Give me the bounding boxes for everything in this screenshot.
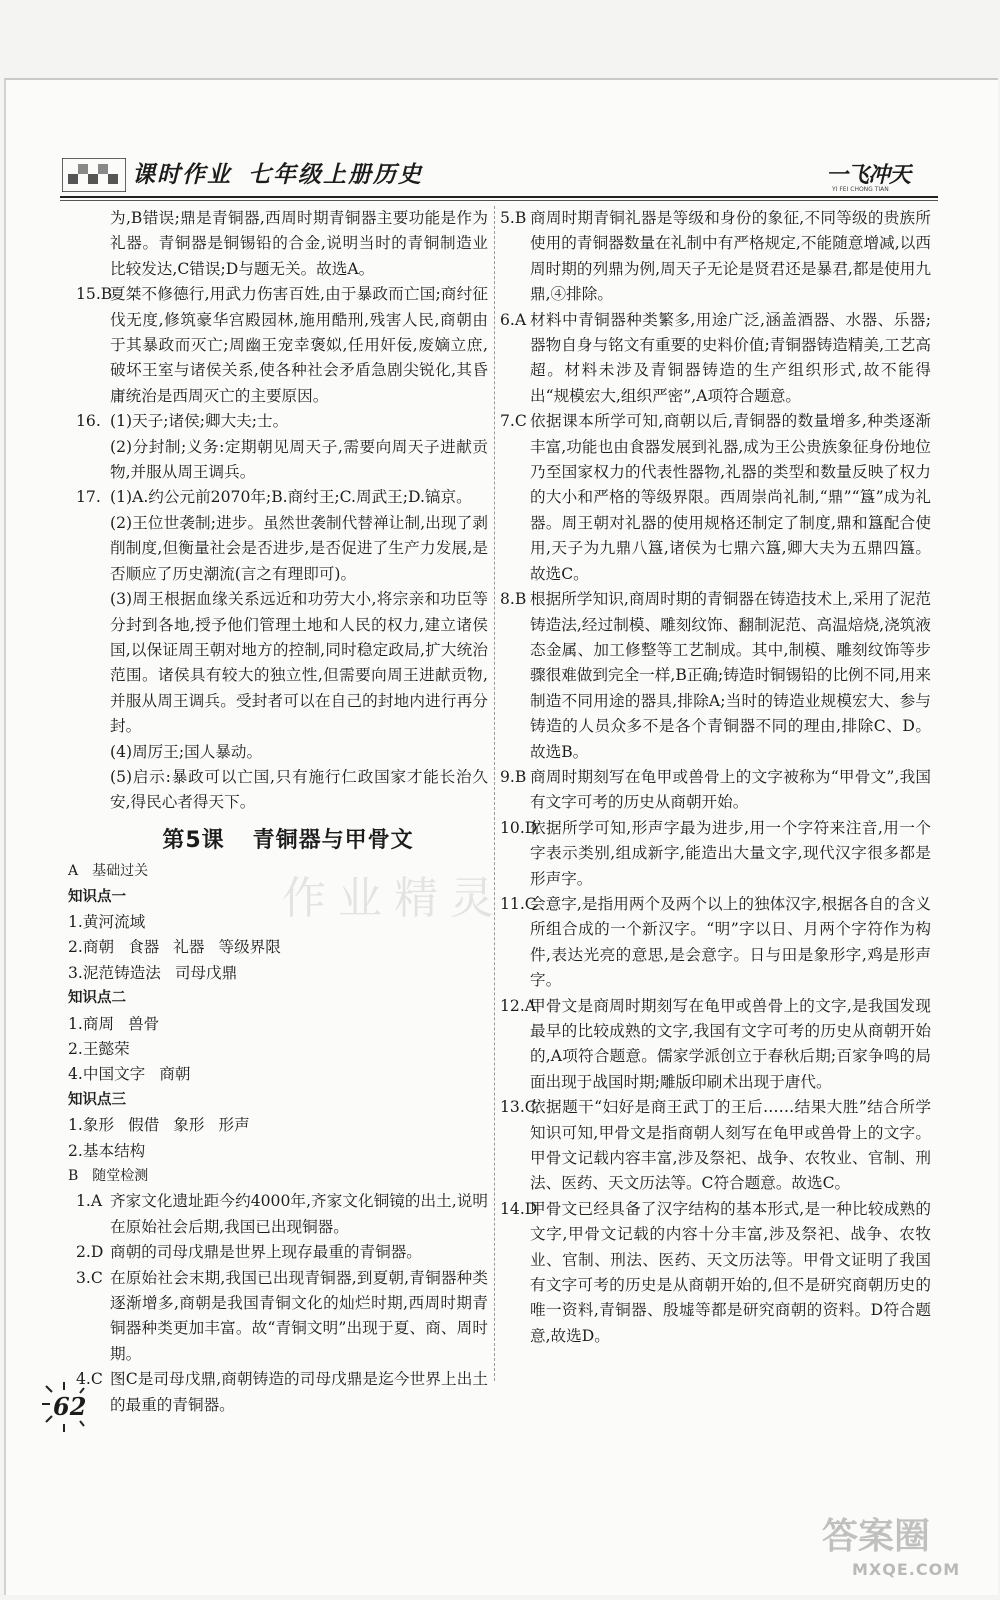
kp-answer-line: 2.基本结构	[68, 1141, 146, 1160]
answer-subpart: (4)周厉王;国人暴动。	[110, 742, 263, 761]
answer-text: 商周时期青铜礼器是等级和身份的象征,不同等级的贵族所使用的青铜器数量在礼制中有严格规定,不能随意增减,以西周时期的列鼎为例,周天子无论是贤君还是暴君,都是使用九鼎,④排除。	[530, 209, 931, 304]
answer-number: 9.B	[500, 767, 527, 786]
answer-text: 会意字,是指用两个及两个以上的独体汉字,根据各自的含义所组合成的一个新汉字。“明”字以日、月两个字符作为构件,表达光亮的意思,是会意字。日与田是象形字,鸡是形声字。	[530, 894, 931, 990]
answer-text: 为,B错误;鼎是青铜器,西周时期青铜器主要功能是作为礼器。青铜器是铜锡铅的合金,说明当时的青铜制造业比较发达,C错误;D与题无关。故选A。	[110, 209, 488, 278]
answer-item	[88, 206, 488, 282]
answer-text: 在原始社会末期,我国已出现青铜器,到夏朝,青铜器种类逐渐增多,商朝是我国青铜文化的灿烂时期,西周时期青铜器种类更加丰富。故“青铜文明”出现于夏、商、周时期。	[110, 1268, 488, 1363]
answer-number: 1.A	[76, 1192, 103, 1211]
answer-item	[500, 892, 931, 994]
answer-item	[500, 816, 931, 892]
answer-item	[500, 765, 931, 816]
answer-item	[76, 1266, 488, 1368]
answer-item	[76, 1367, 488, 1418]
answer-text: 根据所学知识,商周时期的青铜器在铸造技术上,采用了泥范铸造法,经过制模、雕刻纹饰、翻制泥范、高温焙烧,浇筑液态金属、加工修整等工艺制成。其中,制模、雕刻纹饰等步骤很难做到完全一样,B正确;铸造时铜锡铅的比例不同,用来制造不同用途的器具,排除A;当时的铸造业规模宏大、参与铸造的人员众多不是各个青铜器不同的理由,排除C、D。故选B。	[530, 590, 931, 761]
answer-number: 5.B	[500, 209, 527, 227]
checker-decoration-icon	[62, 158, 126, 192]
kp-answer-line: 3.泥范铸造法 司母戊鼎	[68, 963, 238, 982]
site-watermark-url: MXQE.COM	[852, 1560, 961, 1579]
answer-text: 夏桀不修德行,用武力伤害百姓,由于暴政而亡国;商纣征伐无度,修筑豪华宫殿园林,施用酷刑,残害人民,商朝由于其暴政而灭亡;周幽王宠幸褒姒,任用奸佞,废嫡立庶,破坏王室与诸侯关系,使各种社会矛盾急剧尖锐化,其昏庸统治是西周灭亡的主要原因。	[110, 285, 488, 405]
answer-number: 7.C	[500, 412, 527, 431]
answer-subpart: (5)启示:暴政可以亡国,只有施行仁政国家才能长治久安,得民心者得天下。	[110, 767, 488, 812]
answer-number: 2.D	[76, 1243, 104, 1262]
answer-text: 图C是司母戊鼎,商朝铸造的司母戊鼎是迄今世界上出土的最重的青铜器。	[110, 1370, 488, 1414]
answer-subpart: (2)分封制;义务:定期朝见周天子,需要向周天子进献贡物,并服从周王调兵。	[110, 437, 488, 482]
answer-text: 依据课本所学可知,商朝以后,青铜器的数量增多,种类逐渐丰富,功能也由食器发展到礼器,成为王公贵族象征身份地位乃至国家权力的代表性器物,礼器的类型和数量反映了权力的大小和严格的等级界限。西周崇尚礼制,“鼎”“簋”成为礼器。周王朝对礼器的使用规格还制定了制度,鼎和簋配合使用,天子为九鼎八簋,诸侯为七鼎六簋,卿大夫为五鼎四簋。故选C。	[530, 412, 931, 583]
answer-number: 6.A	[500, 310, 527, 329]
answer-text: 甲骨文已经具备了汉字结构的基本形式,是一种比较成熟的文字,甲骨文记载的内容十分丰富,涉及祭祀、战争、农牧业、官制、刑法、医药、天文历法等。甲骨文证明了我国有文字可考的历史是从商朝开始的,但不是研究商朝历史的唯一资料,青铜器、殷墟等都是研究商朝的资料。D符合题意,故选D。	[530, 1199, 931, 1345]
watermark-text: 作业精灵	[282, 873, 506, 924]
kp-answer-line: 4.中国文字 商朝	[68, 1065, 191, 1084]
book-title	[132, 156, 423, 189]
answer-text: 商朝的司母戊鼎是世界上现存最重的青铜器。	[110, 1243, 422, 1262]
book-title-grade: 七年级上册历史	[248, 161, 423, 188]
answer-text: 依据所学可知,形声字最为进步,用一个字符来注音,用一个字表示类别,组成新字,能造出大量文字,现代汉字很多都是形声字。	[530, 818, 931, 888]
kp-answer-line: 2.商朝 食器 礼器 等级界限	[68, 938, 281, 957]
kp-answer-line: 1.黄河流域	[68, 912, 146, 931]
lesson-number: 第5课	[162, 827, 225, 853]
column-divider	[494, 206, 495, 1381]
answer-text: 齐家文化遗址距今约4000年,齐家文化铜镜的出土,说明在原始社会后期,我国已出现铜器。	[110, 1192, 488, 1236]
page-number-badge	[40, 1380, 100, 1434]
answer-item	[500, 1095, 931, 1197]
answer-text: 材料中青铜器种类繁多,用途广泛,涵盖酒器、水器、乐器;器物自身与铭文有重要的史料价值;青铜器铸造精美,工艺高超。材料未涉及青铜器铸造的生产组织形式,故不能得出“规模宏大,组织严密”,A项符合题意。	[530, 310, 931, 405]
section-heading-a: A 基础过关	[68, 863, 149, 880]
book-title-series: 课时作业	[132, 161, 232, 188]
answer-item	[76, 485, 488, 510]
answer-number: 10.D	[500, 818, 538, 837]
answer-number: 11.C	[500, 894, 537, 913]
answer-text: 依据题干“妇好是商王武丁的王后……结果大胜”结合所学知识可知,甲骨文是指商朝人刻写在龟甲或兽骨上的文字。甲骨文记载内容丰富,涉及祭祀、战争、农牧业、官制、刑法、医药、天文历法等。C符合题意。故选C。	[530, 1098, 931, 1193]
section-heading-b: B 随堂检测	[68, 1168, 149, 1185]
header-rule-thin	[60, 200, 938, 201]
page-header	[0, 0, 1000, 200]
answer-item	[500, 308, 931, 410]
answer-item	[76, 409, 488, 434]
lesson-name: 青铜器与甲骨文	[252, 827, 414, 853]
answer-text: 甲骨文是商周时期刻写在龟甲或兽骨上的文字,是我国发现最早的比较成熟的文字,我国有文字可考的历史从商朝开始的,A项符合题意。儒家学派创立于春秋后期;百家争鸣的局面出现于战国时期;雕版印刷术出现于唐代。	[530, 996, 931, 1091]
header-rule	[60, 196, 938, 198]
kp-answer-line: 1.商周 兽骨	[68, 1014, 160, 1033]
answer-text: (1)A.约公元前2070年;B.商纣王;C.周武王;D.镐京。	[110, 488, 472, 507]
lesson-title	[88, 828, 488, 853]
answer-number: 14.D	[500, 1199, 538, 1218]
answer-number: 16.	[76, 412, 101, 431]
right-column	[500, 206, 931, 1349]
knowledge-point-3: 知识点三	[68, 1091, 126, 1108]
page-number: 62	[53, 1392, 87, 1421]
answer-item	[500, 994, 931, 1096]
kp-answer-line: 2.王懿荣	[68, 1040, 130, 1058]
answer-item	[500, 587, 931, 765]
answer-subpart: (2)王位世袭制;进步。虽然世袭制代替禅让制,出现了剥削制度,但衡量社会是否进步,是否促进了生产力发展,是否顺应了历史潮流(言之有理即可)。	[110, 513, 488, 583]
answer-number: 17.	[76, 488, 101, 507]
knowledge-point-1: 知识点一	[68, 888, 126, 905]
answer-number: 4.C	[76, 1370, 103, 1389]
answer-subpart: (3)周王根据血缘关系远近和功劳大小,将宗亲和功臣等分封到各地,授予他们管理土地和人民的权力,建立诸侯国,以保证周王朝对地方的控制,同时稳定政局,扩大统治范围。诸侯具有较大的独立性,但需要向周王进献贡物,并服从周王调兵。受封者可以在自己的封地内进行再分封。	[110, 590, 488, 736]
answer-item	[76, 1240, 488, 1265]
knowledge-point-2: 知识点二	[68, 990, 126, 1007]
brand-subtitle: YI FEI CHONG TIAN	[832, 186, 889, 193]
answer-item	[500, 1197, 931, 1349]
answer-number: 8.B	[500, 590, 527, 609]
answer-item	[500, 409, 931, 587]
answer-item	[500, 206, 931, 308]
kp-answer-line: 1.象形 假借 象形 形声	[68, 1116, 250, 1135]
answer-item	[76, 282, 488, 409]
brand-logo: 一飞冲天	[826, 163, 911, 188]
answer-number: 13.C	[500, 1098, 537, 1117]
answer-number: 15.B	[76, 285, 113, 304]
site-watermark-logo: 答案圈	[822, 1516, 931, 1557]
answer-number: 3.C	[76, 1268, 103, 1287]
answer-text: (1)天子;诸侯;卿大夫;士。	[110, 412, 289, 431]
answer-number: 12.A	[500, 996, 537, 1015]
answer-item	[76, 1189, 488, 1240]
answer-text: 商周时期刻写在龟甲或兽骨上的文字被称为“甲骨文”,我国有文字可考的历史从商朝开始。	[530, 767, 931, 812]
